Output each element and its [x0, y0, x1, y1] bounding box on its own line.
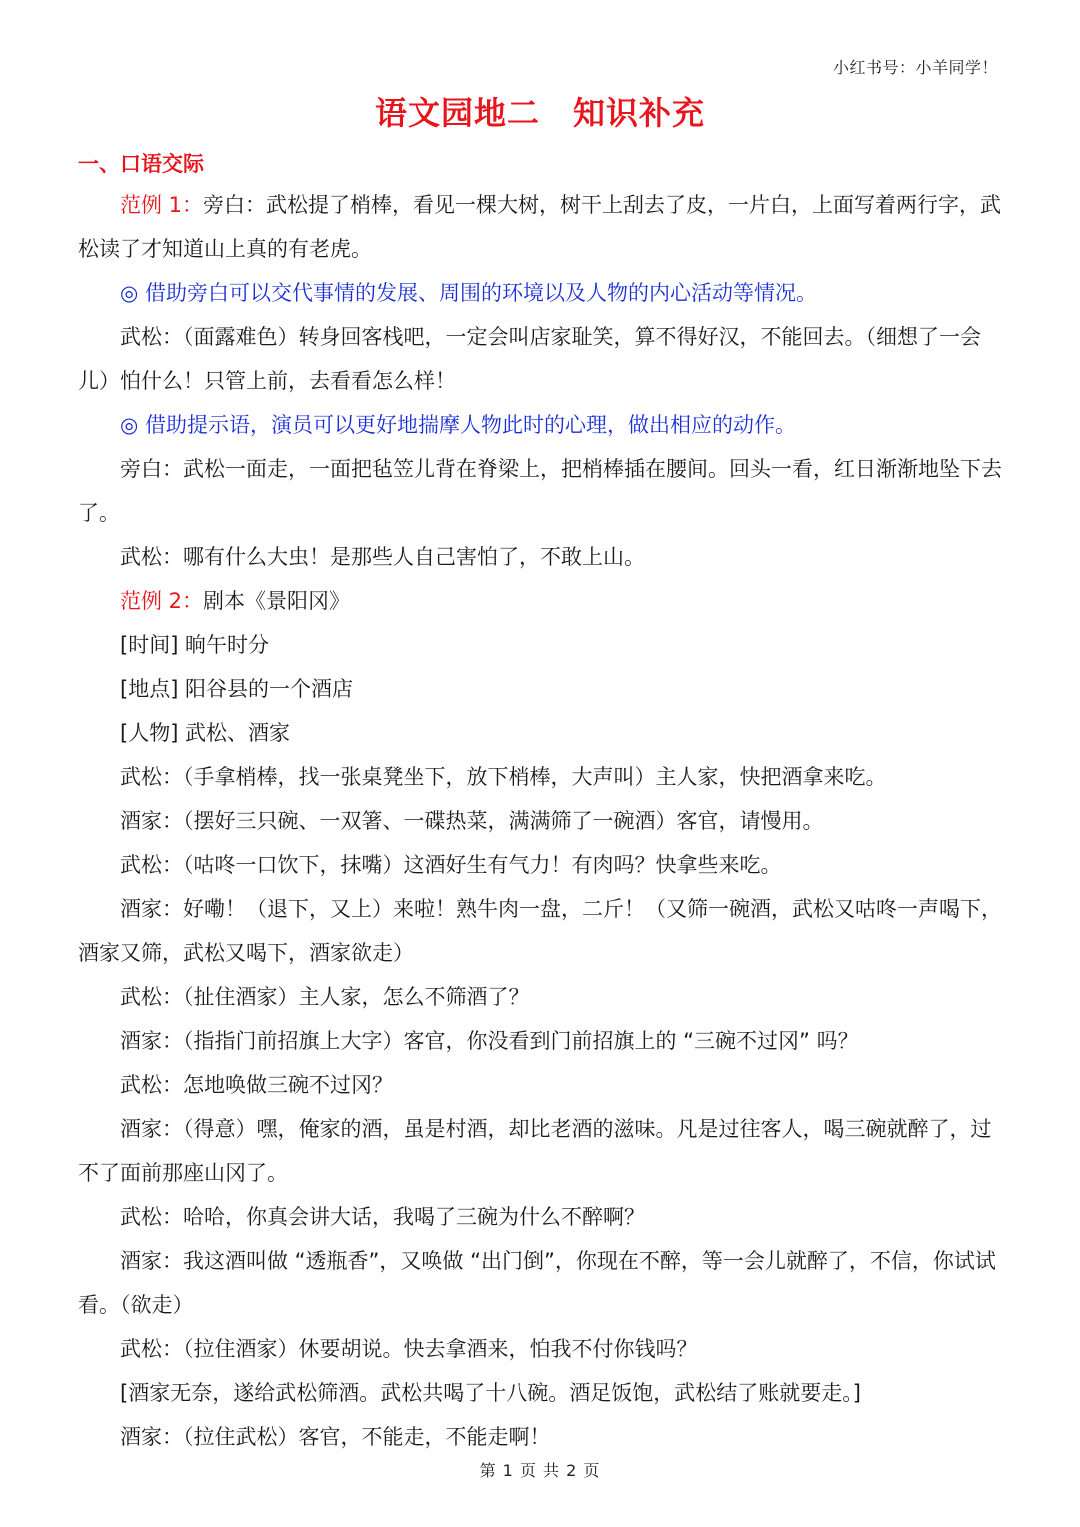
- paragraph-text: [酒家无奈，遂给武松筛酒。武松共喝了十八碗。酒足饭饱，武松结了账就要走。]: [120, 1381, 861, 1405]
- body-text: [78, 183, 1004, 1459]
- paragraph-text: 酒家：我这酒叫做 “透瓶香”，又唤做 “出门倒”，你现在不醉，等一会儿就醉了，不信，你试试看。（欲走）: [78, 1249, 996, 1317]
- paragraph: [78, 183, 1004, 271]
- page-footer: 第 1 页 共 2 页: [479, 1461, 601, 1480]
- note-paragraph: [78, 403, 1004, 447]
- example-label: 范例 2：: [120, 589, 204, 613]
- paragraph-text: 酒家：（指指门前招旗上大字）客官，你没看到门前招旗上的 “三碗不过冈” 吗？: [120, 1029, 859, 1053]
- paragraph: [78, 535, 1004, 579]
- section-heading: 一、口语交际: [78, 152, 204, 176]
- paragraph: [78, 1107, 1004, 1195]
- paragraph: [78, 975, 1004, 1019]
- paragraph-text: 武松：（手拿梢棒，找一张桌凳坐下，放下梢棒，大声叫）主人家，快把酒拿来吃。: [120, 765, 887, 789]
- paragraph-text: 武松：哪有什么大虫！是那些人自己害怕了，不敢上山。: [120, 545, 645, 569]
- page-title: 语文园地二 知识补充: [374, 94, 705, 132]
- paragraph: [78, 1239, 1004, 1327]
- paragraph-text: ◎ 借助旁白可以交代事情的发展、周围的环境以及人物的内心活动等情况。: [120, 281, 817, 305]
- paragraph-text: [时间] 晌午时分: [120, 633, 270, 657]
- paragraph-text: 武松：哈哈，你真会讲大话，我喝了三碗为什么不醉啊？: [120, 1205, 645, 1229]
- paragraph: [78, 315, 1004, 403]
- paragraph-text: 旁白：武松一面走，一面把毡笠儿背在脊梁上，把梢棒插在腰间。回头一看，红日渐渐地坠下去了。: [78, 457, 1002, 525]
- paragraph: [78, 1415, 1004, 1459]
- paragraph: [78, 799, 1004, 843]
- paragraph-text: ◎ 借助提示语，演员可以更好地揣摩人物此时的心理，做出相应的动作。: [120, 413, 796, 437]
- paragraph: [78, 843, 1004, 887]
- paragraph: [78, 755, 1004, 799]
- paragraph-text: 武松：（面露难色）转身回客栈吧，一定会叫店家耻笑，算不得好汉，不能回去。（细想了一会儿）怕什么！只管上前，去看看怎么样！: [78, 325, 981, 393]
- paragraph-text: [地点] 阳谷县的一个酒店: [120, 677, 354, 701]
- paragraph: [78, 579, 1004, 623]
- paragraph-text: 酒家：（得意）嘿，俺家的酒，虽是村酒，却比老酒的滋味。凡是过往客人，喝三碗就醉了，过不了面前那座山冈了。: [78, 1117, 992, 1185]
- paragraph: [78, 1371, 1004, 1415]
- paragraph: [78, 1063, 1004, 1107]
- example-label: 范例 1：: [120, 193, 204, 217]
- paragraph: [78, 623, 1004, 667]
- paragraph-text: [人物] 武松、酒家: [120, 721, 291, 745]
- paragraph-text: 酒家：好嘞！（退下，又上）来啦！熟牛肉一盘，二斤！（又筛一碗酒，武松又咕咚一声喝下，酒家又筛，武松又喝下，酒家欲走）: [78, 897, 1002, 965]
- paragraph-text: 旁白：武松提了梢棒，看见一棵大树，树干上刮去了皮，一片白，上面写着两行字，武松读了才知道山上真的有老虎。: [78, 193, 1002, 261]
- header-note: 小红书号：小羊同学！: [832, 58, 998, 77]
- paragraph-text: 酒家：（拉住武松）客官，不能走，不能走啊！: [120, 1425, 551, 1449]
- paragraph: [78, 667, 1004, 711]
- paragraph-text: 剧本《景阳冈》: [203, 589, 351, 613]
- paragraph: [78, 447, 1004, 535]
- paragraph-text: 武松：（拉住酒家）休要胡说。快去拿酒来，怕我不付你钱吗？: [120, 1337, 698, 1361]
- paragraph-text: 武松：（咕咚一口饮下，抹嘴）这酒好生有气力！有肉吗？快拿些来吃。: [120, 853, 782, 877]
- paragraph: [78, 1195, 1004, 1239]
- paragraph-text: 酒家：（摆好三只碗、一双箸、一碟热菜，满满筛了一碗酒）客官，请慢用。: [120, 809, 824, 833]
- paragraph: [78, 711, 1004, 755]
- paragraph: [78, 887, 1004, 975]
- paragraph-text: 武松：怎地唤做三碗不过冈？: [120, 1073, 393, 1097]
- paragraph: [78, 1327, 1004, 1371]
- paragraph-text: 武松：（扯住酒家）主人家，怎么不筛酒了？: [120, 985, 530, 1009]
- note-paragraph: [78, 271, 1004, 315]
- paragraph: [78, 1019, 1004, 1063]
